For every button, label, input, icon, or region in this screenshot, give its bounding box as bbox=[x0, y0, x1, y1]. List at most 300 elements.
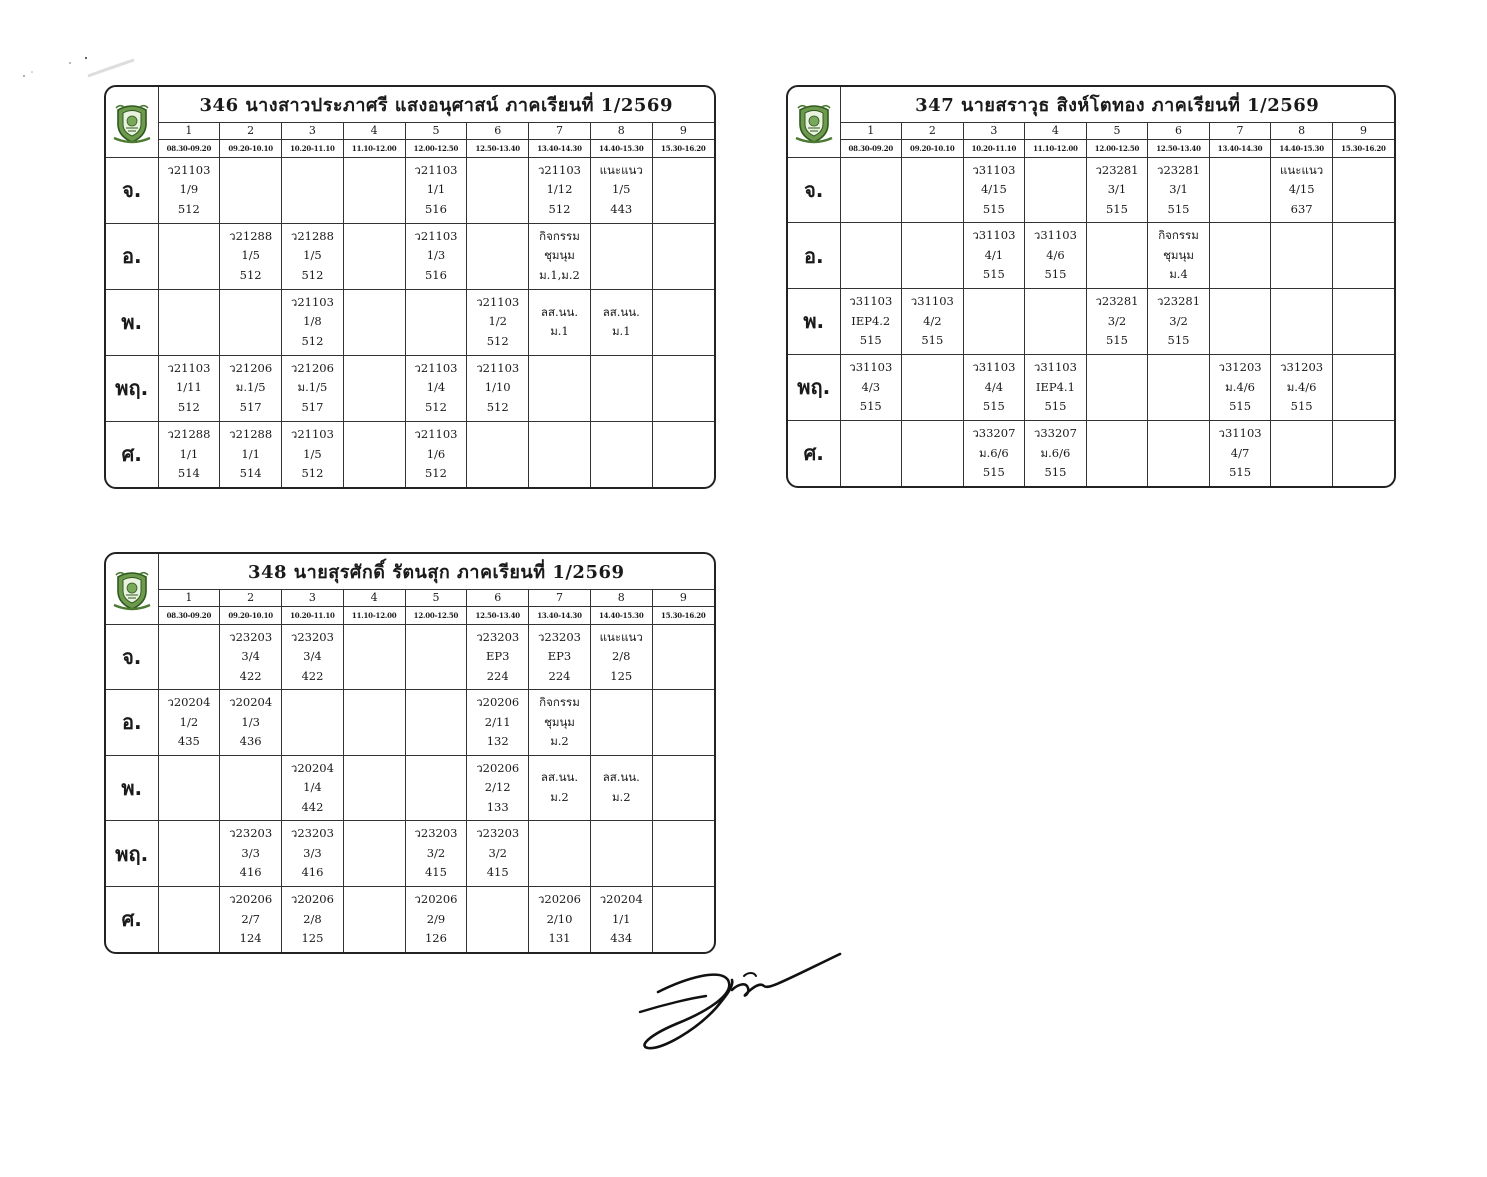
period-time: 14.40-15.30 bbox=[1271, 139, 1333, 157]
day-label: จ. bbox=[788, 157, 840, 223]
slot-line: 435 bbox=[177, 734, 200, 749]
timetable-slot bbox=[343, 624, 405, 690]
period-time: 12.00-12.50 bbox=[405, 606, 467, 624]
timetable-slot bbox=[1025, 157, 1087, 223]
slot-line: 517 bbox=[239, 399, 262, 414]
slot-line: 514 bbox=[239, 466, 262, 480]
slot-line: 512 bbox=[301, 466, 324, 480]
slot-line: แนะแนว bbox=[1280, 162, 1324, 177]
timetable-slot bbox=[220, 421, 282, 487]
period-time: 15.30-16.20 bbox=[652, 139, 714, 157]
timetable-slot bbox=[158, 624, 220, 690]
timetable-slot bbox=[590, 355, 652, 421]
timetable-slot bbox=[158, 355, 220, 421]
slot-line: ว21103 bbox=[537, 162, 581, 177]
slot-line: 224 bbox=[548, 668, 571, 683]
slot-line: ว31103 bbox=[972, 360, 1016, 375]
slot-line: ว21288 bbox=[167, 427, 211, 441]
period-time: 12.50-13.40 bbox=[467, 139, 529, 157]
period-number: 1 bbox=[840, 122, 902, 139]
timetable bbox=[788, 87, 1394, 486]
day-label: อ. bbox=[106, 223, 158, 289]
period-time: 13.40-14.30 bbox=[529, 606, 591, 624]
timetable-slot bbox=[652, 755, 714, 821]
slot-line: แนะแนว bbox=[599, 629, 643, 644]
slot-line: ว20206 bbox=[537, 892, 581, 907]
slot-line: 434 bbox=[610, 931, 633, 946]
timetable-slot bbox=[963, 223, 1025, 289]
slot-line: ว23281 bbox=[1095, 162, 1139, 177]
slot-line: 3/1 bbox=[1169, 182, 1188, 197]
slot-line: 2/7 bbox=[241, 911, 260, 926]
period-time: 08.30-09.20 bbox=[158, 139, 220, 157]
slot-line: 512 bbox=[424, 399, 447, 414]
timetable-slot bbox=[220, 624, 282, 690]
slot-line: 515 bbox=[1105, 201, 1128, 216]
slot-line: 512 bbox=[548, 201, 571, 216]
slot-line: ว23203 bbox=[229, 629, 273, 644]
slot-line: 515 bbox=[1044, 267, 1067, 282]
timetable-slot bbox=[1271, 420, 1333, 486]
timetable-slot bbox=[902, 289, 964, 355]
slot-line: ว23203 bbox=[290, 629, 334, 644]
timetable-slot bbox=[652, 821, 714, 887]
slot-line: ว33207 bbox=[1033, 426, 1077, 441]
period-number: 2 bbox=[902, 122, 964, 139]
timetable-slot bbox=[1332, 354, 1394, 420]
slot-line: 515 bbox=[1044, 465, 1067, 480]
timetable-slot bbox=[902, 420, 964, 486]
timetable-slot bbox=[282, 421, 344, 487]
timetable-slot bbox=[343, 821, 405, 887]
slot-line: กิจกรรม bbox=[539, 228, 580, 243]
day-row bbox=[106, 755, 714, 821]
schedule-card-348 bbox=[104, 552, 716, 954]
slot-line: ว21103 bbox=[414, 427, 458, 441]
timetable-slot bbox=[158, 886, 220, 952]
timetable-slot bbox=[529, 755, 591, 821]
slot-line: 3/2 bbox=[1169, 313, 1188, 328]
slot-line: 4/7 bbox=[1230, 445, 1250, 460]
period-number: 7 bbox=[529, 589, 591, 606]
day-label: พ. bbox=[106, 289, 158, 355]
slot-line: ว31103 bbox=[849, 294, 893, 309]
slot-line: 443 bbox=[610, 201, 633, 216]
slot-line: 2/8 bbox=[611, 649, 631, 664]
slot-line: 1/4 bbox=[303, 780, 322, 795]
timetable-slot bbox=[652, 421, 714, 487]
period-time: 09.20-10.10 bbox=[220, 139, 282, 157]
day-label: อ. bbox=[788, 223, 840, 289]
slot-line: 515 bbox=[859, 399, 882, 414]
timetable-slot bbox=[405, 355, 467, 421]
slot-line: 1/2 bbox=[179, 714, 199, 729]
timetable-slot bbox=[220, 157, 282, 223]
slot-line: ว21103 bbox=[167, 360, 211, 375]
slot-line: 512 bbox=[239, 267, 262, 282]
slot-line: ม.2 bbox=[550, 734, 569, 749]
timetable-slot bbox=[282, 886, 344, 952]
scan-specks bbox=[18, 50, 138, 90]
day-label: จ. bbox=[106, 624, 158, 690]
timetable-slot bbox=[405, 223, 467, 289]
slot-line: ว21288 bbox=[290, 228, 334, 243]
timetable-slot bbox=[902, 157, 964, 223]
slot-line: 416 bbox=[239, 865, 262, 880]
timetable-slot bbox=[220, 690, 282, 756]
day-label: ศ. bbox=[106, 886, 158, 952]
slot-line: ว31103 bbox=[972, 162, 1016, 177]
slot-line: ว20204 bbox=[290, 760, 334, 775]
slot-line: ชุมนุม bbox=[544, 714, 575, 729]
timetable-slot bbox=[590, 886, 652, 952]
slot-line: 124 bbox=[239, 931, 262, 946]
slot-line: EP3 bbox=[547, 649, 572, 664]
day-row bbox=[788, 223, 1394, 289]
slot-line: 515 bbox=[1105, 333, 1128, 348]
slot-line: IEP4.2 bbox=[851, 313, 891, 328]
slot-line: ลส.นน. bbox=[540, 304, 579, 319]
timetable-slot bbox=[343, 886, 405, 952]
slot-line: ว31103 bbox=[849, 360, 893, 375]
logo-cell bbox=[106, 87, 158, 157]
slot-line: 515 bbox=[982, 201, 1005, 216]
slot-line: 3/4 bbox=[241, 649, 260, 664]
slot-line: IEP4.1 bbox=[1035, 379, 1075, 394]
timetable-slot bbox=[529, 223, 591, 289]
period-time: 11.10-12.00 bbox=[343, 139, 405, 157]
timetable-slot bbox=[343, 157, 405, 223]
timetable-slot bbox=[282, 223, 344, 289]
timetable-slot bbox=[1148, 157, 1210, 223]
slot-line: 512 bbox=[424, 466, 447, 480]
slot-line: 1/1 bbox=[179, 446, 199, 461]
slot-line: ว31203 bbox=[1218, 360, 1262, 375]
timetable-slot bbox=[282, 355, 344, 421]
slot-line: 3/4 bbox=[303, 649, 322, 664]
timetable-slot bbox=[1025, 289, 1087, 355]
day-label: จ. bbox=[106, 157, 158, 223]
timetable-slot bbox=[963, 354, 1025, 420]
timetable-slot bbox=[652, 157, 714, 223]
timetable-slot bbox=[405, 421, 467, 487]
slot-line: ว20204 bbox=[229, 695, 273, 710]
period-time: 09.20-10.10 bbox=[902, 139, 964, 157]
timetable-slot bbox=[1025, 354, 1087, 420]
timetable-slot bbox=[590, 690, 652, 756]
slot-line: ม.1,ม.2 bbox=[539, 267, 580, 282]
timetable-slot bbox=[467, 821, 529, 887]
timetable-slot bbox=[1271, 354, 1333, 420]
timetable-slot bbox=[467, 355, 529, 421]
timetable-slot bbox=[1086, 223, 1148, 289]
slot-line: 4/15 bbox=[1288, 182, 1315, 197]
period-number: 9 bbox=[1332, 122, 1394, 139]
period-number: 3 bbox=[963, 122, 1025, 139]
timetable-slot bbox=[282, 157, 344, 223]
timetable-slot bbox=[840, 420, 902, 486]
slot-line: 4/2 bbox=[923, 313, 942, 328]
school-emblem-icon bbox=[794, 100, 834, 144]
timetable-slot bbox=[529, 157, 591, 223]
slot-line: ว20206 bbox=[414, 892, 458, 907]
slot-line: 1/9 bbox=[179, 182, 199, 197]
slot-line: 1/5 bbox=[241, 248, 260, 263]
period-number: 8 bbox=[590, 589, 652, 606]
timetable-slot bbox=[158, 289, 220, 355]
period-number: 5 bbox=[405, 589, 467, 606]
timetable-slot bbox=[220, 223, 282, 289]
day-label: พ. bbox=[788, 289, 840, 355]
period-number: 3 bbox=[282, 122, 344, 139]
timetable-slot bbox=[1332, 223, 1394, 289]
slot-line: ชุมนุม bbox=[544, 248, 575, 263]
slot-line: 1/6 bbox=[426, 446, 446, 461]
slot-line: ว23203 bbox=[290, 826, 334, 841]
slot-line: ว21103 bbox=[167, 162, 211, 177]
timetable-slot bbox=[1148, 223, 1210, 289]
slot-line: 512 bbox=[177, 201, 200, 216]
period-time: 10.20-11.10 bbox=[282, 606, 344, 624]
period-number: 1 bbox=[158, 122, 220, 139]
slot-line: 1/3 bbox=[426, 248, 446, 263]
slot-line: ม.6/6 bbox=[1040, 445, 1071, 460]
timetable-slot bbox=[840, 289, 902, 355]
slot-line: 637 bbox=[1290, 201, 1313, 216]
timetable-slot bbox=[405, 157, 467, 223]
slot-line: ว21103 bbox=[476, 360, 520, 375]
period-number: 2 bbox=[220, 122, 282, 139]
timetable-slot bbox=[220, 755, 282, 821]
slot-line: 1/5 bbox=[303, 248, 322, 263]
period-number: 5 bbox=[405, 122, 467, 139]
day-row bbox=[106, 886, 714, 952]
slot-line: ลส.นน. bbox=[540, 770, 579, 785]
slot-line: ว31103 bbox=[972, 228, 1016, 243]
timetable-slot bbox=[1086, 289, 1148, 355]
slot-line: 224 bbox=[486, 668, 509, 683]
timetable-slot bbox=[652, 289, 714, 355]
day-row bbox=[106, 421, 714, 487]
slot-line: ว20206 bbox=[229, 892, 273, 907]
period-number: 6 bbox=[1148, 122, 1210, 139]
timetable-slot bbox=[158, 157, 220, 223]
period-number: 5 bbox=[1086, 122, 1148, 139]
timetable-slot bbox=[840, 223, 902, 289]
timetable-slot bbox=[282, 821, 344, 887]
slot-line: 512 bbox=[301, 267, 324, 282]
timetable-slot bbox=[590, 624, 652, 690]
slot-line: 4/15 bbox=[980, 182, 1007, 197]
slot-line: 515 bbox=[1229, 399, 1252, 414]
slot-line: 516 bbox=[424, 267, 447, 282]
slot-line: ว21103 bbox=[414, 228, 458, 243]
timetable-slot bbox=[220, 355, 282, 421]
slot-line: ม.1 bbox=[611, 324, 631, 338]
slot-line: 3/2 bbox=[426, 845, 446, 860]
slot-line: 131 bbox=[548, 931, 571, 946]
period-number: 9 bbox=[652, 122, 714, 139]
slot-line: ว21103 bbox=[414, 360, 458, 375]
slot-line: 515 bbox=[1167, 201, 1190, 216]
period-number: 3 bbox=[282, 589, 344, 606]
timetable-slot bbox=[405, 690, 467, 756]
slot-line: ม.4/6 bbox=[1286, 379, 1317, 394]
period-number: 8 bbox=[590, 122, 652, 139]
period-number: 2 bbox=[220, 589, 282, 606]
slot-line: 442 bbox=[301, 799, 324, 814]
period-number: 6 bbox=[467, 122, 529, 139]
timetable-slot bbox=[590, 755, 652, 821]
day-label: ศ. bbox=[106, 421, 158, 487]
day-row bbox=[106, 157, 714, 223]
timetable-slot bbox=[158, 421, 220, 487]
slot-line: กิจกรรม bbox=[539, 695, 580, 710]
slot-line: ว23203 bbox=[414, 826, 458, 841]
slot-line: ว21103 bbox=[476, 294, 520, 309]
slot-line: แนะแนว bbox=[599, 162, 643, 177]
timetable-slot bbox=[1086, 157, 1148, 223]
timetable-slot bbox=[902, 223, 964, 289]
timetable-slot bbox=[467, 690, 529, 756]
slot-line: ลส.นน. bbox=[602, 770, 640, 785]
slot-line: ม.2 bbox=[611, 789, 631, 804]
timetable-slot bbox=[158, 223, 220, 289]
slot-line: 1/3 bbox=[241, 714, 260, 729]
slot-line: 512 bbox=[486, 333, 509, 348]
slot-line: ม.1/5 bbox=[235, 380, 266, 395]
day-row bbox=[106, 355, 714, 421]
slot-line: 133 bbox=[486, 799, 509, 814]
timetable-slot bbox=[1025, 420, 1087, 486]
day-row bbox=[106, 690, 714, 756]
slot-line: 415 bbox=[486, 865, 509, 880]
day-row bbox=[106, 289, 714, 355]
day-row bbox=[106, 821, 714, 887]
slot-line: ว31103 bbox=[1218, 426, 1262, 441]
timetable-slot bbox=[1148, 289, 1210, 355]
period-number: 9 bbox=[652, 589, 714, 606]
timetable-slot bbox=[220, 289, 282, 355]
period-time: 10.20-11.10 bbox=[282, 139, 344, 157]
slot-line: ว23203 bbox=[537, 629, 581, 644]
slot-line: 2/8 bbox=[303, 911, 322, 926]
school-emblem-icon bbox=[112, 567, 152, 611]
slot-line: ว33207 bbox=[972, 426, 1016, 441]
slot-line: 1/8 bbox=[303, 314, 322, 329]
timetable-slot bbox=[1148, 420, 1210, 486]
period-time: 14.40-15.30 bbox=[590, 606, 652, 624]
timetable-slot bbox=[1209, 354, 1271, 420]
day-row bbox=[106, 223, 714, 289]
slot-line: 514 bbox=[177, 466, 200, 480]
timetable-slot bbox=[1271, 157, 1333, 223]
slot-line: ว21103 bbox=[414, 162, 458, 177]
slot-line: ม.1/5 bbox=[297, 380, 328, 395]
period-time: 11.10-12.00 bbox=[1025, 139, 1087, 157]
slot-line: 3/3 bbox=[303, 845, 322, 860]
timetable-slot bbox=[529, 624, 591, 690]
period-time: 12.50-13.40 bbox=[1148, 139, 1210, 157]
slot-line: 436 bbox=[239, 734, 262, 749]
school-emblem-icon bbox=[112, 100, 152, 144]
timetable-slot bbox=[590, 821, 652, 887]
slot-line: 3/1 bbox=[1107, 182, 1127, 197]
timetable-slot bbox=[902, 354, 964, 420]
timetable-slot bbox=[1271, 289, 1333, 355]
slot-line: ว23203 bbox=[476, 826, 520, 841]
timetable bbox=[106, 554, 714, 952]
slot-line: ว20206 bbox=[290, 892, 334, 907]
period-time: 12.50-13.40 bbox=[467, 606, 529, 624]
timetable-slot bbox=[343, 690, 405, 756]
timetable-slot bbox=[529, 421, 591, 487]
day-row bbox=[788, 289, 1394, 355]
slot-line: 132 bbox=[486, 734, 509, 749]
timetable-slot bbox=[1086, 354, 1148, 420]
timetable-slot bbox=[1332, 157, 1394, 223]
slot-line: 515 bbox=[982, 399, 1005, 414]
period-time: 15.30-16.20 bbox=[652, 606, 714, 624]
period-number: 1 bbox=[158, 589, 220, 606]
day-row bbox=[788, 420, 1394, 486]
day-row bbox=[788, 157, 1394, 223]
slot-line: ว31103 bbox=[910, 294, 954, 309]
period-time: 09.20-10.10 bbox=[220, 606, 282, 624]
slot-line: ม.4 bbox=[1169, 267, 1188, 282]
slot-line: ว31203 bbox=[1280, 360, 1324, 375]
timetable-slot bbox=[963, 157, 1025, 223]
slot-line: 2/12 bbox=[484, 780, 511, 795]
timetable-slot bbox=[467, 289, 529, 355]
slot-line: 2/9 bbox=[426, 911, 446, 926]
period-time: 11.10-12.00 bbox=[343, 606, 405, 624]
timetable-slot bbox=[282, 755, 344, 821]
slot-line: 1/1 bbox=[426, 182, 446, 197]
slot-line: ว23281 bbox=[1156, 162, 1201, 177]
period-time: 15.30-16.20 bbox=[1332, 139, 1394, 157]
slot-line: ว21206 bbox=[229, 360, 273, 375]
day-label: อ. bbox=[106, 690, 158, 756]
slot-line: 515 bbox=[859, 333, 882, 348]
slot-line: 4/1 bbox=[984, 247, 1004, 262]
timetable-slot bbox=[220, 821, 282, 887]
timetable-slot bbox=[963, 289, 1025, 355]
timetable-slot bbox=[1332, 420, 1394, 486]
slot-line: ว21206 bbox=[290, 360, 334, 375]
timetable-slot bbox=[652, 886, 714, 952]
slot-line: ว21288 bbox=[229, 228, 273, 243]
timetable-slot bbox=[529, 690, 591, 756]
slot-line: 2/11 bbox=[484, 714, 511, 729]
signature bbox=[636, 950, 842, 1052]
timetable-slot bbox=[343, 223, 405, 289]
timetable-slot bbox=[467, 223, 529, 289]
slot-line: ม.6/6 bbox=[978, 445, 1009, 460]
slot-line: 125 bbox=[301, 931, 324, 946]
period-time: 12.00-12.50 bbox=[405, 139, 467, 157]
schedule-card-347 bbox=[786, 85, 1396, 488]
timetable-slot bbox=[467, 755, 529, 821]
slot-line: 515 bbox=[1229, 465, 1252, 480]
slot-line: ว21288 bbox=[229, 427, 273, 441]
slot-line: ว31103 bbox=[1033, 228, 1077, 243]
slot-line: 515 bbox=[1044, 399, 1067, 414]
timetable-slot bbox=[1209, 420, 1271, 486]
timetable-slot bbox=[1025, 223, 1087, 289]
period-number: 4 bbox=[1025, 122, 1087, 139]
timetable-slot bbox=[1148, 354, 1210, 420]
